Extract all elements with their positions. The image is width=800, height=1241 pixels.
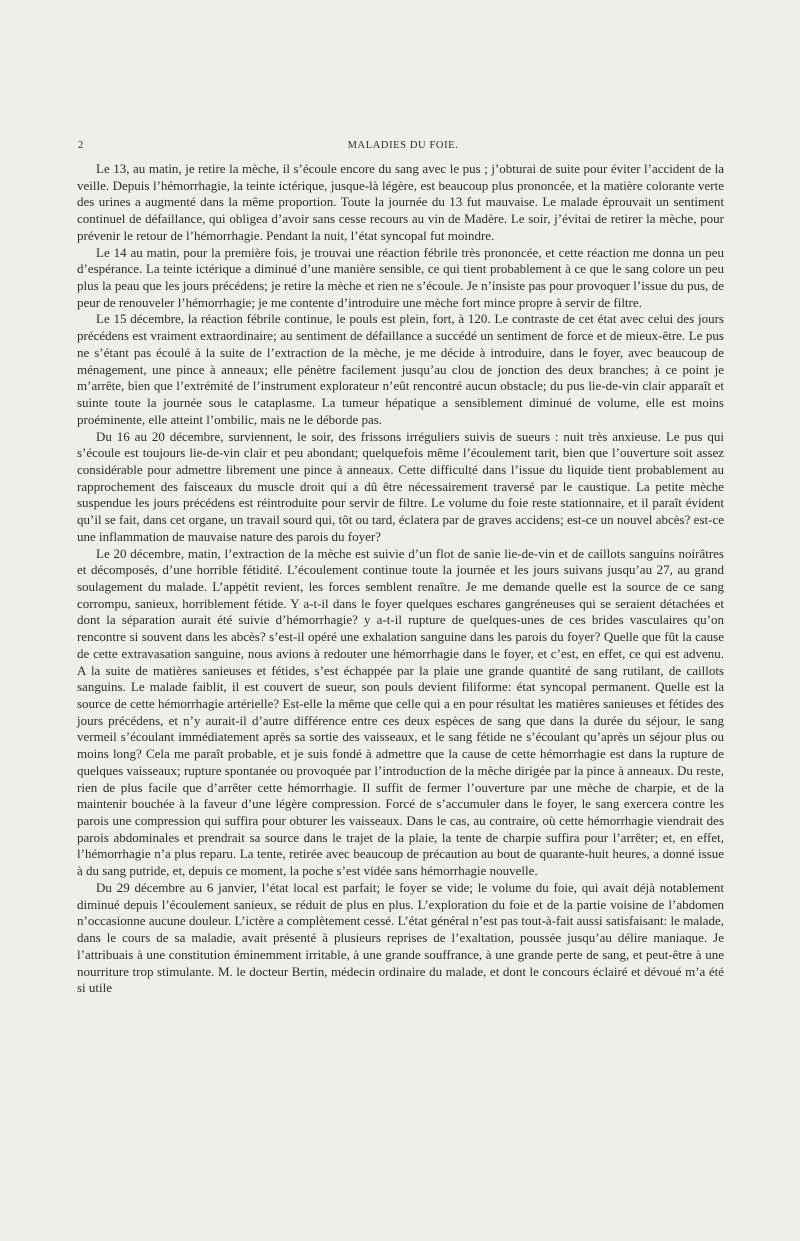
running-head: [78, 140, 728, 156]
running-title: MALADIES DU FOIE.: [347, 140, 459, 151]
paragraph: Du 29 décembre au 6 janvier, l’état local est parfait; le foyer se vide; le volume du foie, qui avait déjà notablement diminué depuis l’écoulement sanieux, se réduit de plus en plus. L’exploration du foie et de la partie voisine de l’abdomen n’occasionne aucune douleur. L’ictère a complètement cessé. L’état général n’est pas tout-à-fait aussi satisfaisant: le malade, dans le cours de sa maladie, avait présenté à plusieurs reprises de l’exaltation, poussée jusqu’au délire maniaque. Je l’attribuais à une constitution éminemment irritable, à une grande souffrance, à une grande perte de sang, et peut-être à une nourriture trop stimulante. M. le docteur Bertin, médecin ordinaire du malade, et dont le concours éclairé et dévoué m’a été si utile: [77, 879, 724, 996]
paragraph: Du 16 au 20 décembre, surviennent, le soir, des frissons irréguliers suivis de sueurs : nuit très anxieuse. Le pus qui s’écoule est toujours lie-de-vin clair et peu abondant; quelquefois même l’écoulement tarit, bien que l’ouverture soit assez considérable pour admettre librement une pince à anneaux. Cette difficulté dans l’issue du liquide tient probablement au rapprochement des faisceaux du muscle droit qui a dû être nécessairement traversé par le caustique. La petite mèche suspendue les jours précédens est réintroduite pour servir de filtre. Le volume du foie reste stationnaire, et il paraît évident qu’il se fait, dans cet organe, un travail sourd qui, tôt ou tard, éclatera par de graves accidens; est-ce un nouvel abcès? est-ce une inflammation de mauvaise nature des parois du foyer?: [77, 428, 724, 544]
paragraph: Le 13, au matin, je retire la mèche, il s’écoule encore du sang avec le pus ; j’obturai de suite pour éviter l’accident de la veille. Depuis l’hémorrhagie, la teinte ictérique, jusque-là légère, est beaucoup plus prononcée, et la matière colorante verte des urines a augmenté dans la même proportion. Toute la journée du 13 fut mauvaise. Le malade éprouvait un sentiment continuel de défaillance, qui obligea d’avoir sans cesse recours au vin de Madère. Le soir, j’évitai de retirer la mèche, pour prévenir le retour de l’hémorrhagie. Pendant la nuit, l’état syncopal fut moindre.: [77, 161, 724, 243]
paragraph: Le 20 décembre, matin, l’extraction de la mèche est suivie d’un flot de sanie lie-de-vin et de caillots sanguins noirâtres et décomposés, d’une horrible fétidité. L’écoulement continue toute la journée et les jours suivans jusqu’au 27, au grand soulagement du malade. L’appétit revient, les forces semblent renaître. Je me demande quelle est la source de ce sang corrompu, sanieux, horriblement fétide. Y a-t-il dans le foyer quelques eschares gangréneuses qui se seraient détachées et dont la séparation aurait été suivie d’hémorrhagie? y a-t-il rupture de quelques-unes de ces brides vasculaires qu’on rencontre si souvent dans les abcès? s’est-il opéré une exhalation sanguine dans les parois du foyer? Quelle que fût la cause de cette extravasation sanguine, nous avions à redouter une hémorrhagie dans le foyer, et c’est, en effet, ce qui est advenu. A la suite de matières sanieuses et fétides, s’est échappée par la plaie une grande quantité de sang rutilant, de caillots sanguins. Le malade faiblit, il est couvert de sueur, son pouls devient filiforme: état syncopal permanent. Quelle est la source de cette hémorrhagie artérielle? Est-elle la même que celle qui a en pour résultat les matières sanieuses et fétides des jours précédens, et n’y aurait-il d’autre différence entre ces deux espèces de sang que dans la durée du séjour, le sang vermeil s’écoulant immédiatement après sa sortie des vaisseaux, et le sang fétide ne s’écoulant qu’après un séjour plus ou moins long? Cela me paraît probable, et je suis fondé à admettre que la cause de cette hémorrhagie est dans la rupture de quelques vaisseaux; rupture spontanée ou provoquée par l’introduction de la mèche dirigée par la pince à anneaux. Du reste, rien de plus facile que d’arrêter cette hémorrhagie. Il suffit de fermer l’ouverture par une mèche de charpie, et de la maintenir bouchée à la faveur d’une légère compression. Forcé de s’accumuler dans le foyer, le sang exercera contre les parois une compression qui suffira pour obturer les vaisseaux. Dans le cas, au contraire, où cette hémorrhagie viendrait des parois abdominales et prendrait sa source dans le trajet de la plaie, la tente de charpie suffira pour l’arrêter; et, en effet, l’hémorrhagie n’a plus reparu. La tente, retirée avec beaucoup de précaution au bout de quarante-huit heures, a donné issue à du sang putride, et, depuis ce moment, la poche s’est vidée sans hémorrhagie nouvelle.: [77, 545, 724, 879]
paragraph: Le 15 décembre, la réaction fébrile continue, le pouls est plein, fort, à 120. Le contraste de cet état avec celui des jours précédens est vraiment extraordinaire; au sentiment de défaillance a succédé un sentiment de force et de mieux-être. Le pus ne s’étant pas écoulé à la suite de l’extraction de la mèche, je me décide à introduire, dans le foyer, avec beaucoup de ménagement, une pince à anneaux; elle pénètre facilement jusqu’au clou de jonction des deux branches; à ce point je m’arrête, bien que l’extrémité de l’instrument explorateur n’eût rencontré aucun obstacle; du pus lie-de-vin clair apparaît et suinte toute la journée sous le cataplasme. La tumeur hépatique a sensiblement diminué de volume, elle est moins proéminente, elle atteint l’ombilic, mais ne le déborde pas.: [77, 311, 724, 427]
paragraph: Le 14 au matin, pour la première fois, je trouvai une réaction fébrile très prononcée, et cette réaction me donna un peu d’espérance. La teinte ictérique a diminué d’une manière sensible, ce qui tient probablement à ce que le sang colore un peu plus la peau que les jours précédens; je retire la mèche et rien ne s’écoule. Je n’insiste pas pour provoquer l’issue du pus, de peur de renouveler l’hémorrhagie; je me contente d’introduire une mèche fort mince propre à servir de filtre.: [77, 244, 724, 310]
page-number: 2: [78, 140, 84, 151]
body-text: [77, 161, 724, 997]
